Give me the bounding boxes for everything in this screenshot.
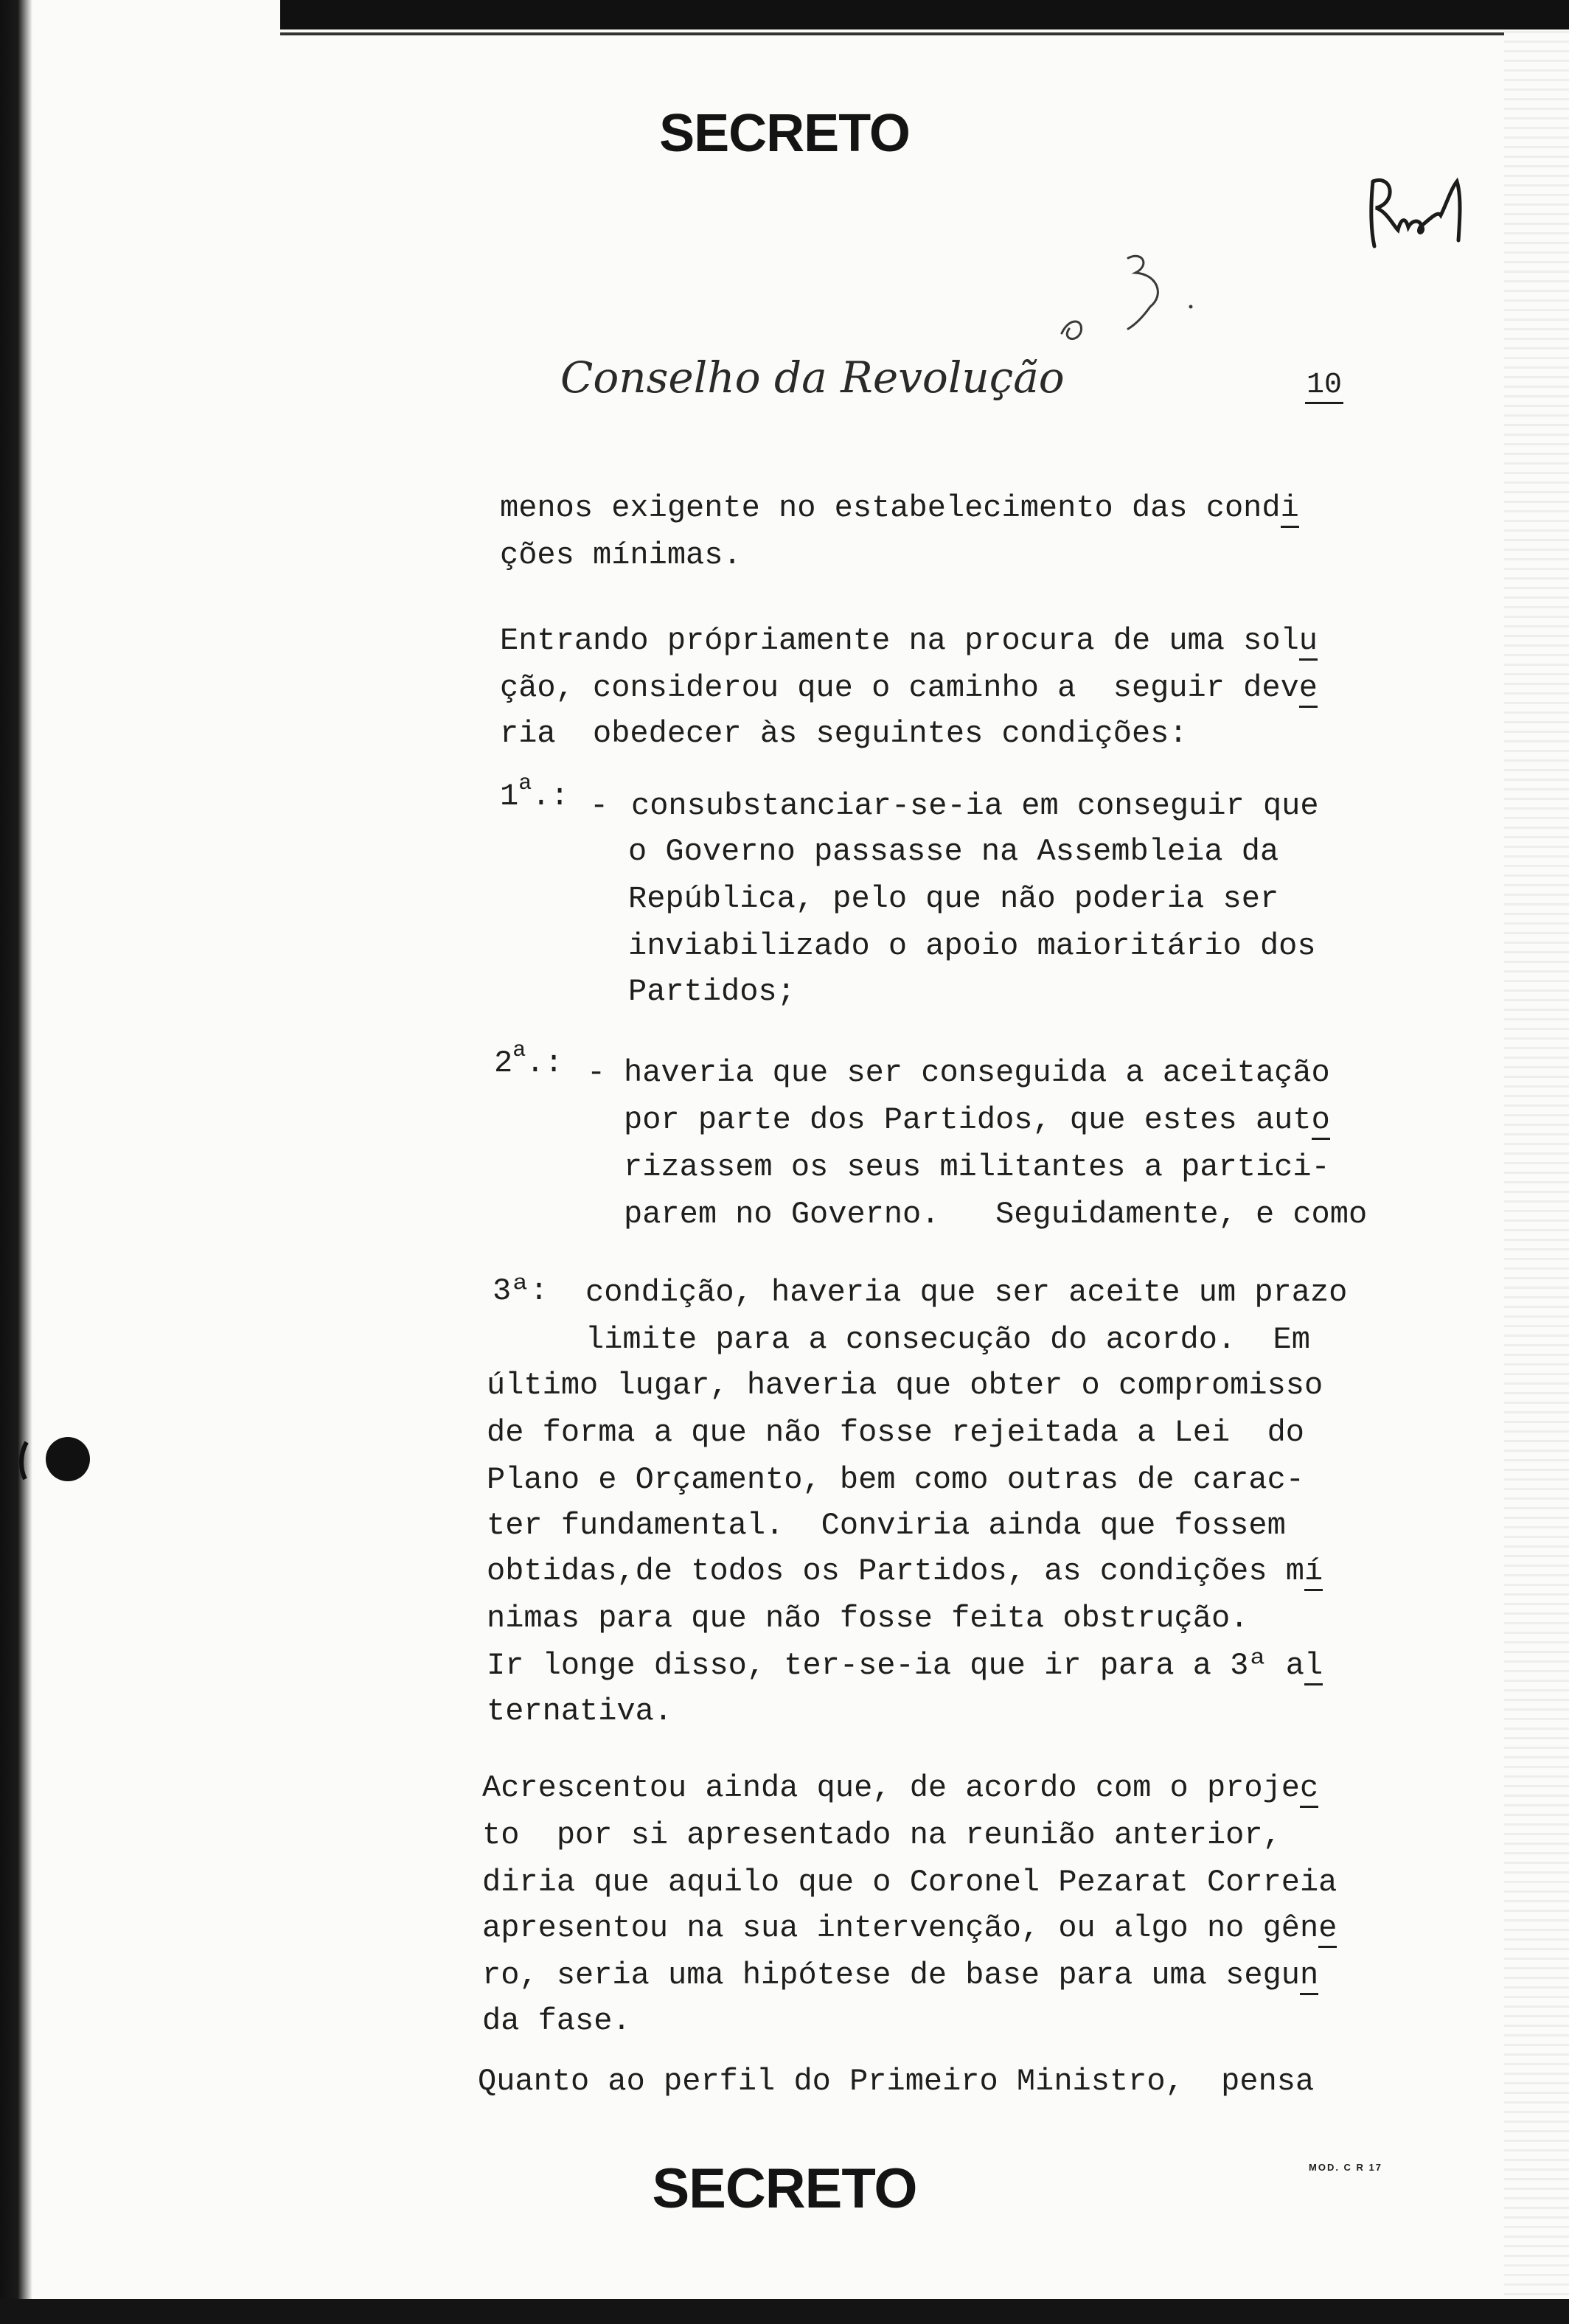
text-line: parem no Governo. Seguidamente, e como — [624, 1197, 1368, 1232]
list-marker-3: 3ª: — [493, 1273, 549, 1309]
scan-edge-top — [280, 0, 1569, 29]
punch-hole — [16, 1433, 97, 1485]
scan-edge-bottom — [0, 2299, 1569, 2324]
text-line: Ir longe disso, ter-se-ia que ir para a 3ª al — [487, 1650, 1323, 1681]
form-model-code: MOD. C R 17 — [1309, 2162, 1383, 2173]
text-line: República, pelo que não poderia ser — [628, 881, 1279, 916]
text-line: condição, haveria que ser aceite um prazo — [585, 1275, 1348, 1310]
text-line: ro, seria uma hipótese de base para uma segun — [482, 1960, 1318, 1991]
text-line: ter fundamental. Conviria ainda que fossem — [487, 1508, 1286, 1543]
text-line: Plano e Orçamento, bem como outras de carac- — [487, 1462, 1304, 1497]
text-line: da fase. — [482, 2003, 631, 2039]
text-line: ções mínimas. — [500, 537, 742, 573]
text-line: último lugar, haveria que obter o compromisso — [487, 1368, 1323, 1403]
text-line: Entrando própriamente na procura de uma solu — [500, 625, 1318, 656]
text-line: inviabilizado o apoio maioritário dos — [628, 928, 1316, 964]
scan-edge-left — [0, 0, 32, 2324]
letterhead: Conselho da Revolução — [560, 352, 1065, 403]
handwritten-initials — [1364, 159, 1482, 255]
page-number-text: 10 — [1305, 369, 1343, 404]
list-marker-2: 2$^a$.: — [494, 1038, 563, 1081]
handwritten-mark — [1040, 236, 1202, 354]
text-line: Quanto ao perfil do Primeiro Ministro, pensa — [478, 2064, 1315, 2099]
text-line: ção, considerou que o caminho a seguir deve — [500, 672, 1318, 703]
text-line: haveria que ser conseguida a aceitação — [624, 1055, 1330, 1090]
text-line: o Governo passasse na Assembleia da — [628, 834, 1279, 869]
page-number — [1305, 369, 1343, 402]
text-line: de forma a que não fosse rejeitada a Lei do — [487, 1415, 1304, 1450]
list-dash: - — [590, 788, 609, 824]
text-line: consubstanciar-se-ia em conseguir que — [631, 788, 1319, 824]
list-marker-1: 1$^a$.: — [500, 771, 569, 814]
text-line: menos exigente no estabelecimento das condi — [500, 493, 1299, 523]
text-line: obtidas,de todos os Partidos, as condições mí — [487, 1556, 1323, 1587]
text-line: diria que aquilo que o Coronel Pezarat Correia — [482, 1865, 1337, 1900]
text-line: nimas para que não fosse feita obstrução. — [487, 1601, 1249, 1636]
text-line: to por si apresentado na reunião anterior, — [482, 1817, 1281, 1853]
text-line: Partidos; — [628, 974, 796, 1009]
text-line: limite para a consecução do acordo. Em — [585, 1322, 1310, 1357]
text-line: apresentou na sua intervenção, ou algo no gêne — [482, 1913, 1337, 1944]
classification-stamp-bottom: SECRETO — [652, 2157, 917, 2220]
list-dash: - — [587, 1055, 606, 1090]
top-rule — [280, 32, 1504, 35]
text-line: ria obedecer às seguintes condições: — [500, 716, 1188, 751]
text-line: por parte dos Partidos, que estes auto — [624, 1104, 1330, 1135]
text-line: ternativa. — [487, 1694, 673, 1729]
text-line: rizassem os seus militantes a partici- — [624, 1149, 1330, 1185]
scan-edge-right — [1504, 0, 1569, 2324]
text-line: Acrescentou ainda que, de acordo com o projec — [482, 1772, 1318, 1803]
classification-stamp-top: SECRETO — [659, 104, 910, 163]
